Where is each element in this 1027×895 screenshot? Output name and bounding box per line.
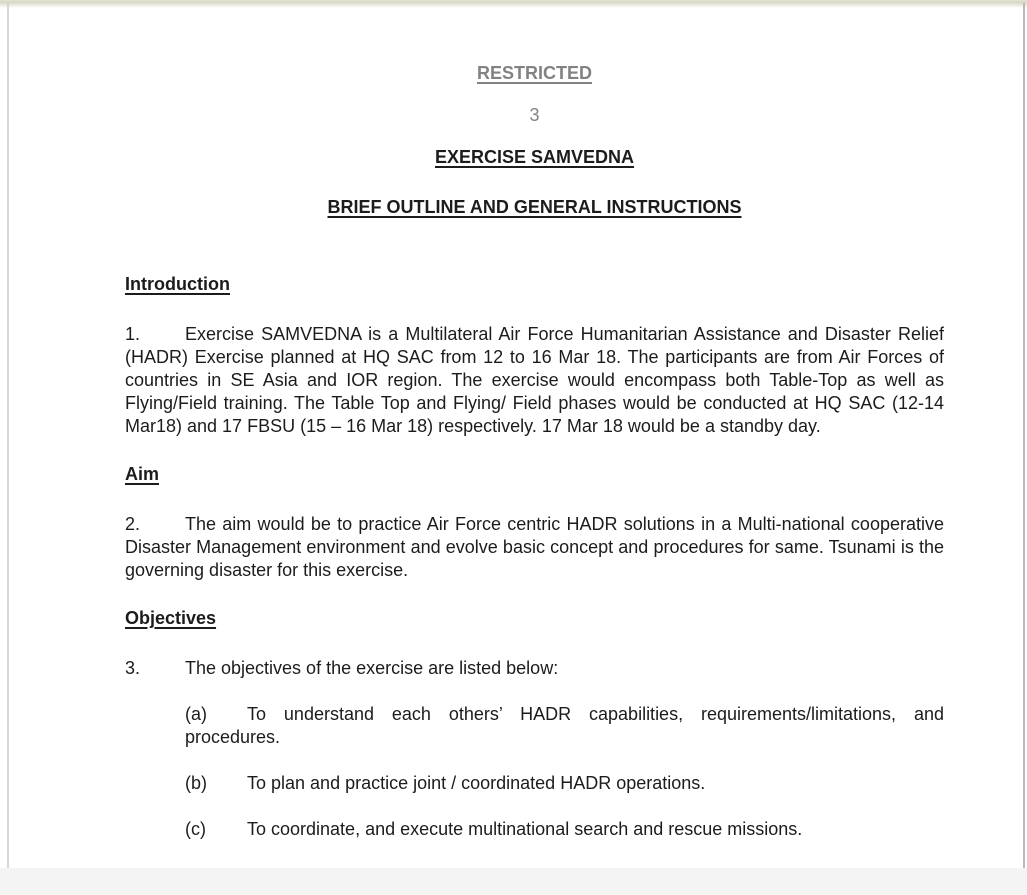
section-heading-objectives: Objectives — [125, 608, 217, 628]
document-title: EXERCISE SAMVEDNA — [434, 147, 635, 167]
document-subtitle: BRIEF OUTLINE AND GENERAL INSTRUCTIONS — [327, 197, 742, 217]
objective-item-a — [185, 703, 944, 749]
objective-item-c — [185, 818, 944, 841]
section-aim — [125, 463, 944, 582]
document-content — [125, 0, 944, 841]
objective-item-a-text: To understand each others’ HADR capabilities, requirements/limitations, and procedures. — [185, 704, 944, 747]
section-objectives — [125, 607, 944, 841]
page-right-edge — [1023, 3, 1025, 868]
objective-item-c-text: To coordinate, and execute multinational search and rescue missions. — [247, 819, 803, 839]
section-heading-introduction: Introduction — [125, 274, 230, 294]
section-heading-aim: Aim — [125, 464, 160, 484]
section-introduction — [125, 273, 944, 438]
page-bottom-gutter — [0, 868, 1027, 895]
paragraph-3 — [125, 657, 944, 680]
objective-item-b-text: To plan and practice joint / coordinated HADR operations. — [247, 773, 706, 793]
objective-item-a-label: (a) — [185, 704, 207, 724]
paragraph-3-text: The objectives of the exercise are listed below: — [185, 658, 559, 678]
document-body — [125, 273, 944, 841]
paragraph-2-number: 2. — [125, 514, 141, 534]
page-left-edge — [7, 3, 9, 868]
paragraph-1 — [125, 323, 944, 438]
objective-item-b — [185, 772, 944, 795]
page-number: 3 — [529, 105, 540, 125]
paragraph-3-number: 3. — [125, 658, 141, 678]
classification-banner: RESTRICTED — [476, 63, 592, 83]
paragraph-2 — [125, 513, 944, 582]
paragraph-2-text: The aim would be to practice Air Force centric HADR solutions in a Multi-national cooperative Disaster Management environment and evolve basic concept and procedures for same. Tsunami is the governing disaster for this exercise. — [125, 514, 944, 580]
document-header — [125, 0, 944, 219]
paragraph-1-number: 1. — [125, 324, 141, 344]
paragraph-1-text: Exercise SAMVEDNA is a Multilateral Air Force Humanitarian Assistance and Disaster Relief (HADR) Exercise planned at HQ SAC from 12 to 16 Mar 18. The participants are from Air Forces of countries in SE Asia and IOR region. The exercise would encompass both Table-Top as well as Flying/Field training. The Table Top and Flying/ Field phases would be conducted at HQ SAC (12-14 Mar18) and 17 FBSU (15 – 16 Mar 18) respectively. 17 Mar 18 would be a standby day. — [125, 324, 944, 436]
objective-item-c-label: (c) — [185, 819, 206, 839]
objective-item-b-label: (b) — [185, 773, 207, 793]
